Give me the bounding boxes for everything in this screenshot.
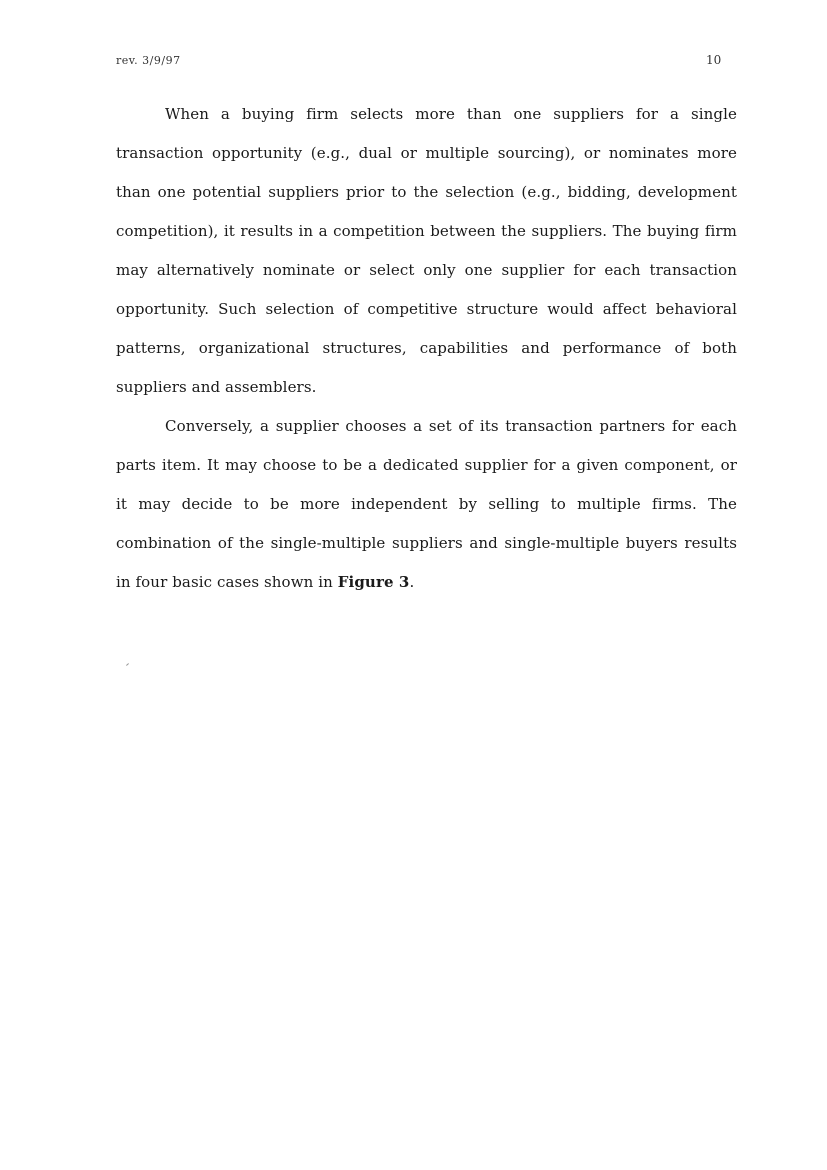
- paragraph-2-end: .: [409, 573, 415, 591]
- figure-reference: Figure 3: [337, 573, 410, 591]
- body-text: [116, 95, 737, 602]
- page-number: 10: [706, 53, 722, 67]
- paragraph-1: When a buying firm selects more than one suppliers for a single transaction opportunity (e.g., dual or multiple sourcing), or nominates more than one potential suppliers prior to the selection (e.g., bidding, development competition), it results in a competition between the suppliers. The buying firm may alternatively nominate or select only one supplier for each transaction opportunity. Such selection of competitive structure would affect behavioral patterns, organizational structures, capabilities and performance of both suppliers and assemblers.: [116, 105, 737, 396]
- paragraph-2-text: Conversely, a supplier chooses a set of its transaction partners for each parts item. It may choose to be a dedicated supplier for a given component, or it may decide to be more independent by selling to multiple firms. The combination of the single-multiple suppliers and single-multiple buyers results in four basic cases shown in: [116, 417, 737, 591]
- revision-date: rev. 3/9/97: [116, 54, 181, 67]
- scan-speck: [126, 663, 129, 666]
- paragraph-2: [116, 407, 737, 602]
